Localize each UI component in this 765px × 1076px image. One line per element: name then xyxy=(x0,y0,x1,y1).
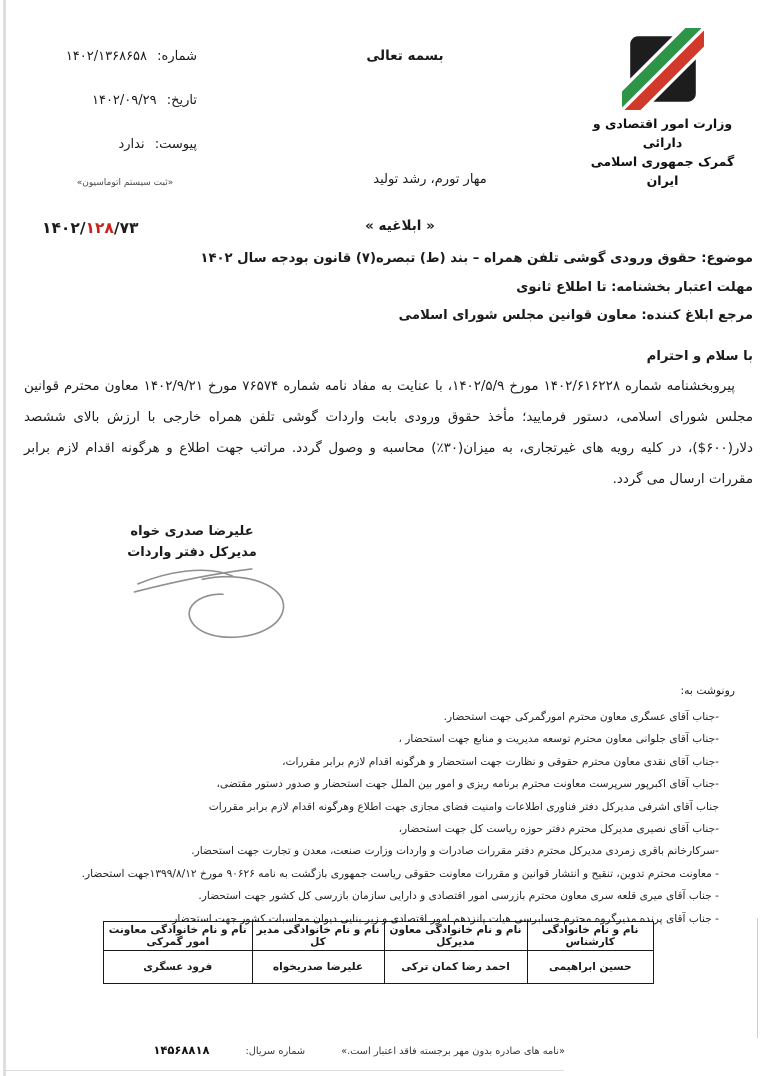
letter-attachment-label: پیوست: xyxy=(154,137,197,152)
org-name-line1: وزارت امور اقتصادی و دارائی xyxy=(592,116,733,150)
letter-attachment-value: ندارد xyxy=(118,137,145,152)
cc-item: -جناب آقای جلوانی معاون محترم توسعه مدیریت و منابع جهت استحضار ، xyxy=(398,733,719,746)
letter-attachment-row xyxy=(25,134,197,156)
scan-edge-right xyxy=(757,918,758,1038)
table-cell-customs-deputy-name: فرود عسگری xyxy=(104,951,253,984)
circular-reference-number xyxy=(42,219,139,237)
salutation: با سلام و احترام xyxy=(646,349,753,364)
footer-validity-notice: «نامه های صادره بدون مهر برجسته فاقد اعتبار است.» xyxy=(341,1046,565,1057)
letterhead-logo-block xyxy=(575,28,750,190)
scan-edge-left xyxy=(3,0,6,1076)
customs-logo-icon xyxy=(622,28,704,110)
table-header-expert: نام و نام خانوادگی کارشناس xyxy=(527,922,654,951)
serial-number-value: ۱۴۵۶۸۸۱۸ xyxy=(153,1043,210,1057)
letter-date-value: ۱۴۰۲/۰۹/۲۹ xyxy=(91,93,157,108)
letter-number-label: شماره: xyxy=(157,49,197,64)
subject-line: موضوع: حقوق ورودی گوشی تلفن همراه – بند (ط) تبصره(۷) قانون بودجه سال ۱۴۰۲ xyxy=(200,251,753,266)
circular-number-suffix: /۷۳ xyxy=(113,219,139,237)
cc-item: - جناب آقای پرنده مدیرگروه محترم حسابرسی هیات پانزدهم امور اقتصادی و زیر بنایی دیوان محاسبات کشور جهت استحضار. xyxy=(168,912,719,925)
letter-number-row xyxy=(25,46,197,68)
table-cell-dg-name: علیرضا صدریخواه xyxy=(252,951,384,984)
table-header-customs-deputy: نام و نام خانوادگی معاونت امور گمرکی xyxy=(104,922,253,951)
letter-date-row xyxy=(25,90,197,112)
cc-list xyxy=(10,706,719,930)
org-name-line2: گمرک جمهوری اسلامی ایران xyxy=(590,154,735,188)
letter-date-label: تاریخ: xyxy=(166,93,197,108)
serial-number-label: شماره سریال: xyxy=(245,1046,306,1057)
letter-number-value: ۱۴۰۲/۱۳۶۸۶۵۸ xyxy=(65,49,148,64)
validity-line: مهلت اعتبار بخشنامه: تا اطلاع ثانوی xyxy=(516,279,753,295)
automation-registration-note: «ثبت سیستم اتوماسیون» xyxy=(76,178,174,188)
bismillah-heading: بسمه تعالی xyxy=(366,48,444,64)
cc-item: -جناب آقای نصیری مدیرکل محترم دفتر حوزه ریاست کل جهت استحضار، xyxy=(398,823,719,836)
scan-edge-bottom xyxy=(4,1070,564,1071)
table-header-row xyxy=(104,922,654,951)
circular-number-red-part: ۱۲۸ xyxy=(85,219,114,237)
signatory-title: مدیرکل دفتر واردات xyxy=(127,545,257,560)
signatories-table xyxy=(103,921,654,984)
document-type-heading: « ابلاغیه » xyxy=(365,218,435,234)
cc-label: رونوشت به: xyxy=(680,684,735,697)
footer xyxy=(75,1043,565,1057)
cc-item: -سرکارخانم باقری زمردی مدیرکل محترم دفتر مقررات صادرات و واردات وزارت صنعت، معدن و تجارت جهت استحضار. xyxy=(191,845,719,858)
circular-number-prefix: ۱۴۰۲/ xyxy=(42,219,86,237)
table-cell-expert-name: حسین ابراهیمی xyxy=(527,951,654,984)
body-paragraph: پیروبخشنامه شماره ۱۴۰۲/۶۱۶۲۲۸ مورخ ۱۴۰۲/۵/۹، با عنایت به مفاد نامه شماره ۷۶۵۷۴ مورخ ۱۴۰۲/۹/۲۱ معاون محترم قوانین مجلس شورای اسلامی، دستور فرمایید؛ مأخذ حقوق ورودی بابت واردات گوشی تلفن همراه خارجی با ارزش بالای ششصد دلار(۶۰۰$)، در کلیه رویه های غیرتجاری، به میزان(۳۰٪) محاسبه و وصول گردد. مراتب جهت اطلاع و هرگونه اقدام لازم برابر مقررات ارسال می گردد. xyxy=(24,379,753,487)
subject-block xyxy=(30,245,753,331)
year-slogan: مهار تورم، رشد تولید xyxy=(373,172,487,187)
cc-item: -جناب آقای نقدی معاون محترم حقوقی و نظارت جهت استحضار و هرگونه اقدام لازم برابر مقررات، xyxy=(282,755,719,768)
letter-meta-block xyxy=(25,46,197,178)
cc-item: جناب آقای اشرفی مدیرکل دفتر فناوری اطلاعات وامنیت فضای مجازی جهت اطلاع وهرگونه اقدام لازم برابر مقررات xyxy=(208,800,719,813)
authority-line: مرجع ابلاغ کننده: معاون قوانین مجلس شورای اسلامی xyxy=(398,308,753,323)
cc-item: - جناب آقای میری قلعه سری معاون محترم بازرسی امور اقتصادی و دارایی سازمان بازرسی کل کشور جهت استحضار. xyxy=(198,890,719,903)
table-header-dg: نام و نام خانوادگی مدیر کل xyxy=(252,922,384,951)
table-cell-deputy-dg-name: احمد رضا کمان ترکی xyxy=(384,951,527,984)
table-header-deputy-dg: نام و نام خانوادگی معاون مدیرکل xyxy=(384,922,527,951)
cc-item: -جناب آقای اکبرپور سرپرست معاونت محترم برنامه ریزی و امور بین الملل جهت استحضار و صدور دستور مقتضی، xyxy=(216,778,719,791)
handwritten-signature-icon xyxy=(128,554,318,646)
cc-item: -جناب آقای عسگری معاون محترم امورگمرکی جهت استحضار. xyxy=(443,711,719,723)
cc-item: - معاونت محترم تدوین، تنقیح و انتشار قوانین و مقررات معاونت حقوقی ریاست جمهوری بازگشت به نامه ۹۰۶۲۶ مورخ ۱۳۹۹/۸/۱۲جهت استحضار. xyxy=(81,867,719,880)
table-row xyxy=(104,951,654,984)
signatory-name: علیرضا صدری خواه xyxy=(130,524,254,539)
